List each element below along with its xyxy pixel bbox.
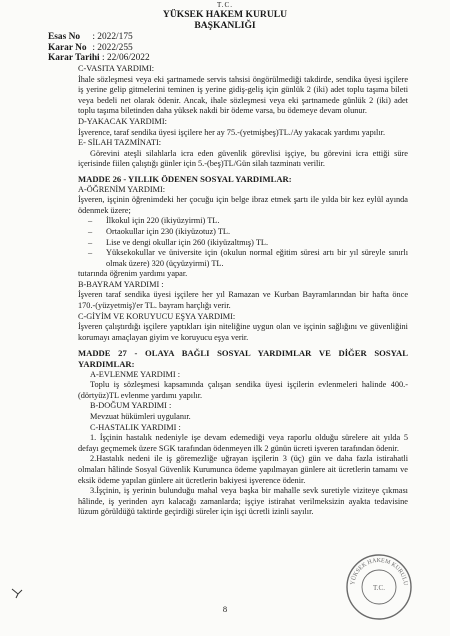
m27-b-title: B-DOĞUM YARDIMI : <box>90 401 172 411</box>
madde-27-title: MADDE 27 - OLAYA BAĞLI SOSYAL YARDIMLAR VE DİĞER SOSYAL YARDIMLAR: <box>78 348 408 370</box>
svg-text:T.C.: T.C. <box>373 584 385 592</box>
section-d-text: İşverence, taraf sendika üyesi işçilere her ay 75.-(yetmişbeş)TL./Ay yakacak yardımı yapılır. <box>78 127 386 137</box>
signature-mark-icon <box>10 585 40 599</box>
m27-a-title: A-EVLENME YARDIMI : <box>90 369 181 379</box>
meta-karar: Karar No : 2022/255 <box>48 42 133 53</box>
header-title-line1: YÜKSEK HAKEM KURULU <box>162 9 288 20</box>
m27-a-text: Toplu iş sözleşmesi kapsamında çalışan sendika üyesi işçilerin evlenmeleri halinde 400.-(dörtyüz)TL evlenme yardımı yapılır. <box>78 380 408 400</box>
m27-c-title: C-HASTALIK YARDIMI : <box>90 422 181 432</box>
list-item: – İlkokul için 220 (ikiyüzyirmi) TL. <box>106 216 408 227</box>
m27-c2: 2.Hastalık nedeni ile iş göremezliğe uğrayan işçilerin 3 (üç) gün ve daha fazla istirahatli olmaları hâlinde Sosyal Güvenlik Kurumunca ödeme yapılmayan günlere ait ücretlerin tamamı ve eksik ödeme yapılan günlere ait ücretlerin bakiyesi işverence ödenir. <box>78 454 408 485</box>
document-body <box>78 64 408 518</box>
meta-esas: Esas No : 2022/175 <box>48 32 133 42</box>
svg-text:YÜKSEK HAKEM KURULU: YÜKSEK HAKEM KURULU <box>350 557 409 586</box>
section-e-title: E- SİLAH TAZMİNATI: <box>78 138 162 148</box>
m26-a-text: İşveren, işçinin öğrenimdeki her çocuğu için belge ibraz etmek şartı ile yılda bir kez eylül ayında ödenmek üzere; <box>78 195 408 215</box>
m26-a-tail: tutarında öğrenim yardımı yapar. <box>78 269 188 279</box>
meta-tarih: Karar Tarihi : 22/06/2022 <box>48 53 150 64</box>
m27-b-text: Mevzuat hükümleri uygulanır. <box>90 412 191 421</box>
m26-b-title: B-BAYRAM YARDIMI : <box>78 279 164 289</box>
m26-a-title: A-ÖĞRENİM YARDIMI: <box>78 184 166 194</box>
m26-c-text: İşveren çalıştırdığı işçilere yaptıkları işin niteliğine uygun olan ve işçinin sağlığını ve güvenliğini korumayı amaçlayan giyim ve koruyucu eşya verir. <box>78 322 408 342</box>
section-c-text: İhale sözleşmesi veya eki şartnamede servis tahsisi öngörülmediği takdirde, sendika üyesi işçilere iş yerine gelip gitmelerini teminen iş yerine gidiş-geliş için günlük 2 (iki) adet toplu taşıma bileti veya bedeli net olarak ödenir. Ancak, ihale sözleşmesi veya eki şartnamede günlük 2 (iki) adet toplu taşıma biletinden daha yüksek nakdi bir ödeme varsa, bu ödemeye devam olunur. <box>78 74 408 116</box>
header-tc: T.C. <box>217 1 233 9</box>
page-number: 8 <box>222 604 228 614</box>
list-item: – Yüksekokullar ve üniversite için (okulun normal eğitim süresi artı bir yıl süreyle sınırlı olmak üzere) 320 (üçyüzyirmi) TL. <box>106 248 408 269</box>
m26-b-text: İşveren taraf sendika üyesi işçilere her yıl Ramazan ve Kurban Bayramlarından bir hafta önce 170.-(yüzyetmiş)'er TL. bayram harçlığı verir. <box>78 290 408 311</box>
list-item: – Lise ve dengi okullar için 260 (ikiyüzaltmış) TL. <box>106 238 408 249</box>
m26-c-title: C-GİYİM VE KORUYUCU EŞYA YARDIMI: <box>78 311 236 321</box>
header-title-line2: BAŞKANLIĞI <box>194 20 256 31</box>
m27-c1: 1. İşçinin hastalık nedeniyle işe devam edemediği veya raporlu olduğu sürelere ait yılda 5 defayı geçmemek üzere SGK tarafından ödenmeyen ilk 2 günün ücreti işveren tarafından ödenir. <box>78 433 408 453</box>
section-e-text: Görevini ateşli silahlarla icra eden güvenlik görevlisi işçiye, bu görevini icra ettiği süre içerisinde fiilen çalıştığı günler için 5.-(beş)TL/Gün silah tazminatı verilir. <box>78 148 408 169</box>
education-list <box>78 216 408 269</box>
section-c-title: C-VASITA YARDIMI: <box>78 64 155 73</box>
madde-26-title: MADDE 26 - YILLIK ÖDENEN SOSYAL YARDIMLAR: <box>78 173 292 184</box>
official-stamp-icon <box>344 552 414 622</box>
m27-c3: 3.İşçinin, iş yerinin bulunduğu mahal veya başka bir mahalle sevk suretiyle viziteye çıkması hâlinde, iş yerinden ayrı kalacağı zamanlarda; işçiye istirahat verilmeksizin ayakta tedavisine lüzum görüldüğü taktirde geçirdiği süreler için işçi ücretli izinli sayılır. <box>78 486 408 517</box>
section-d-title: D-YAKACAK YARDIMI: <box>78 116 167 126</box>
list-item: – Ortaokullar için 230 (ikiyüzotuz) TL. <box>106 227 408 238</box>
case-meta <box>48 32 150 64</box>
